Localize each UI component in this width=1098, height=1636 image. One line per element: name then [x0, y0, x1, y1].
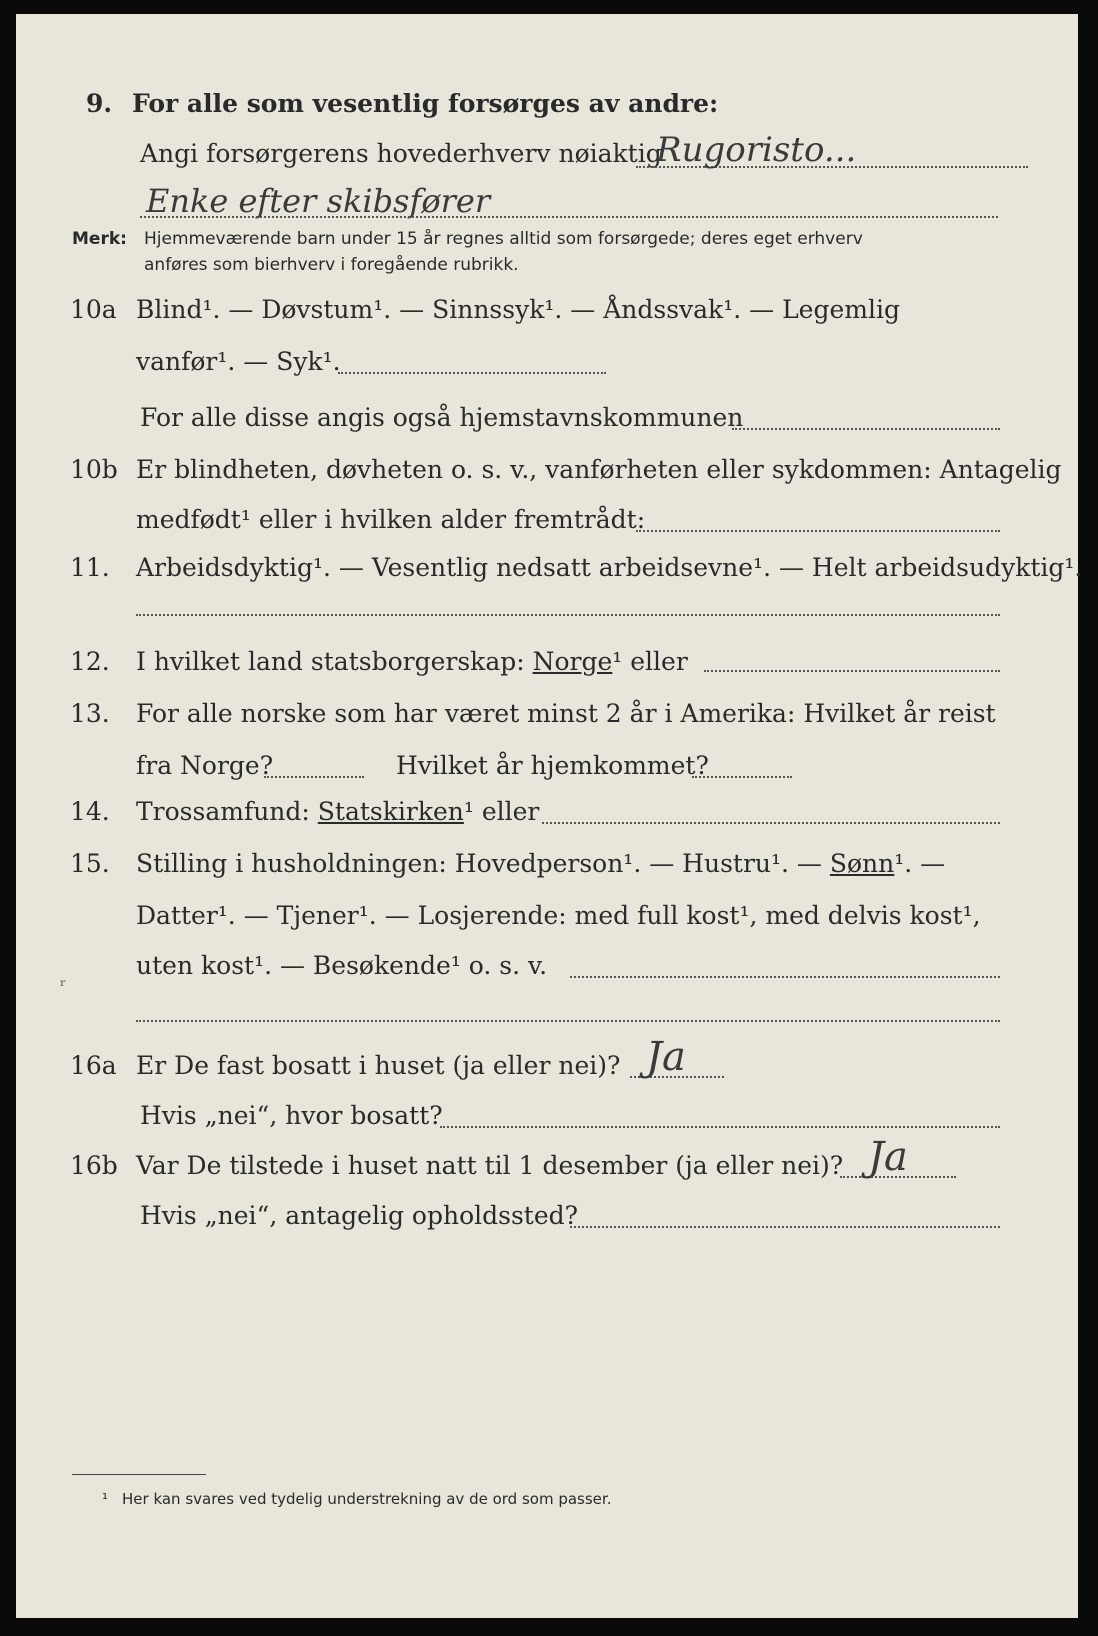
q10a-line-2: vanfør¹. — Syk¹.	[136, 347, 341, 376]
q9-label: Angi forsørgerens hovederhverv nøiaktig	[140, 139, 662, 168]
q15-line-1-pre: Stilling i husholdningen: Hovedperson¹. — Hustru¹. —	[136, 849, 822, 878]
q9-heading: For alle som vesentlig forsørges av andre:	[132, 89, 719, 118]
q15-line-1-post: ¹. —	[894, 849, 946, 878]
q10a-line-3: For alle disse angis også hjemstavnskommunen	[140, 403, 744, 432]
census-form-page	[16, 14, 1083, 1618]
q13-line-2b: Hvilket år hjemkommet?	[396, 751, 709, 780]
q10a-syk-line[interactable]	[338, 372, 606, 374]
q10a-hjemstavn-line[interactable]	[732, 428, 1000, 430]
q13-line-2a: fra Norge?	[136, 751, 274, 780]
question-number-10a: 10a	[70, 295, 117, 324]
q15-line-2: Datter¹. — Tjener¹. — Losjerende: med full kost¹, med delvis kost¹,	[136, 901, 981, 930]
q15-answer-line-2[interactable]	[136, 1020, 1000, 1022]
q9-answer-line-2[interactable]	[140, 216, 998, 218]
q12-pre: I hvilket land statsborgerskap:	[136, 647, 525, 676]
footnote-rule	[72, 1474, 206, 1475]
q16b-handwritten-answer: Ja	[868, 1134, 908, 1180]
question-number-16b: 16b	[70, 1151, 118, 1180]
footnote-mark: ¹	[102, 1490, 109, 1508]
question-number-9: 9.	[86, 89, 113, 118]
q14-post: ¹ eller	[463, 797, 540, 826]
q16b-line-2: Hvis „nei“, antagelig opholdssted?	[140, 1201, 579, 1230]
q16a-bosatt-line[interactable]	[440, 1126, 1000, 1128]
q10b-line-1: Er blindheten, døvheten o. s. v., vanførheten eller sykdommen: Antagelig	[136, 455, 1062, 484]
merk-line-1: Hjemmeværende barn under 15 år regnes alltid som forsørgede; deres eget erhverv	[144, 229, 863, 249]
q13-line-1: For alle norske som har været minst 2 år i Amerika: Hvilket år reist	[136, 699, 996, 728]
q12-answer-line[interactable]	[704, 670, 1000, 672]
q16a-line-1: Er De fast bosatt i huset (ja eller nei)?	[136, 1051, 621, 1080]
question-number-13: 13.	[70, 699, 110, 728]
q9-handwritten-answer: Rugoristo...	[656, 130, 857, 170]
q15-answer-line[interactable]	[570, 976, 1000, 978]
q13-hjemkommet-line[interactable]	[692, 776, 792, 778]
q16a-line-2: Hvis „nei“, hvor bosatt?	[140, 1101, 443, 1130]
q9-handwritten-answer-2: Enke efter skibsfører	[146, 182, 491, 220]
q14-answer-line[interactable]	[542, 822, 1000, 824]
question-number-14: 14.	[70, 797, 110, 826]
q16a-handwritten-answer: Ja	[646, 1034, 686, 1080]
q13-reist-line[interactable]	[264, 776, 364, 778]
question-number-11: 11.	[70, 553, 110, 582]
question-number-15: 15.	[70, 849, 110, 878]
merk-label: Merk:	[72, 229, 127, 249]
merk-line-2: anføres som bierhverv i foregående rubrikk.	[144, 255, 519, 275]
q14-statskirken-underlined[interactable]: Statskirken	[317, 797, 464, 826]
q16b-opholdssted-line[interactable]	[570, 1226, 1000, 1228]
q10b-line-2: medfødt¹ eller i hvilken alder fremtrådt:	[136, 505, 646, 534]
q15-line-3: uten kost¹. — Besøkende¹ o. s. v.	[136, 951, 548, 980]
q12-post: ¹ eller	[612, 647, 688, 676]
q11-answer-line[interactable]	[136, 614, 1000, 616]
q15-sonn-underlined[interactable]: Sønn	[829, 849, 895, 878]
q11-line-1: Arbeidsdyktig¹. — Vesentlig nedsatt arbeidsevne¹. — Helt arbeidsudyktig¹.	[136, 553, 1083, 582]
footnote-text: Her kan svares ved tydelig understrekning av de ord som passer.	[122, 1490, 612, 1508]
question-number-10b: 10b	[70, 455, 118, 484]
q10b-answer-line[interactable]	[636, 530, 1000, 532]
q16b-line-1: Var De tilstede i huset natt til 1 desember (ja eller nei)?	[136, 1151, 844, 1180]
stray-mark: ʳ	[60, 976, 67, 997]
q15-line-1	[136, 848, 945, 880]
q10a-line-1: Blind¹. — Døvstum¹. — Sinnssyk¹. — Åndssvak¹. — Legemlig	[136, 295, 900, 324]
question-number-16a: 16a	[70, 1051, 117, 1080]
q12-norge-underlined[interactable]: Norge	[532, 647, 613, 676]
question-number-12: 12.	[70, 647, 110, 676]
q14-line	[136, 796, 539, 828]
q12-line	[136, 646, 688, 678]
q14-pre: Trossamfund:	[136, 797, 310, 826]
